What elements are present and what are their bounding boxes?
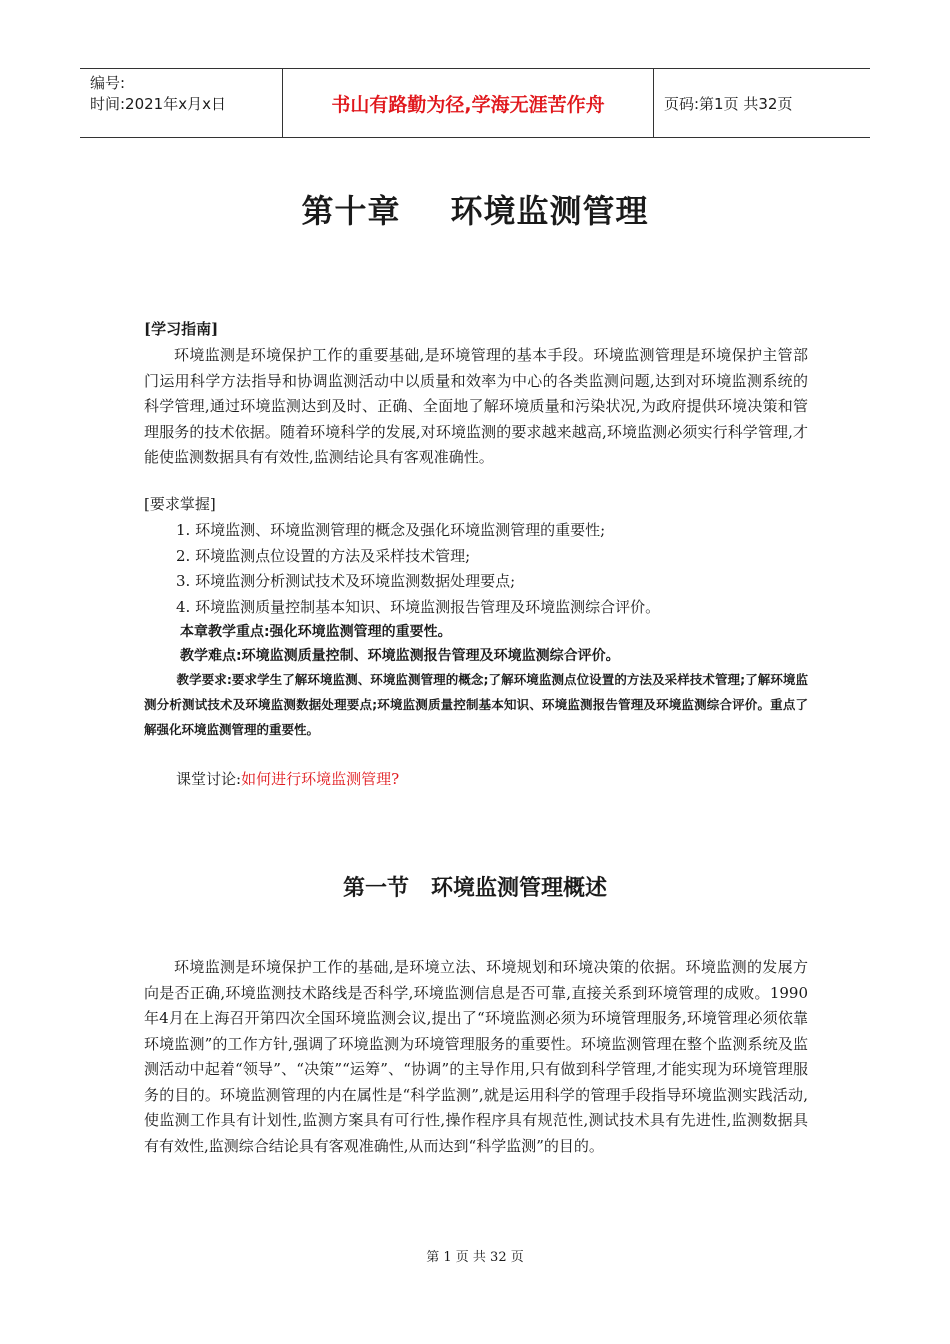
page-footer: 第 1 页 共 32 页 [426, 1250, 524, 1265]
chapter-number: 第十章 [301, 192, 401, 230]
teaching-requirement-text: 要求学生了解环境监测、环境监测管理的概念;了解环境监测点位设置的方法及采样技术管理;了解环境监测分析测试技术及环境监测数据处理要点;环境监测质量控制基本知识、环境监测报告管理及环境监测综合评价。重点了解强化环境监测管理的重要性。 [144, 672, 809, 737]
date-label: 时间:2021年x月x日 [90, 95, 226, 113]
section-paragraph: 环境监测是环境保护工作的基础,是环境立法、环境规划和环境决策的依据。环境监测的发展方向是否正确,环境监测技术路线是否科学,环境监测信息是否可靠,直接关系到环境管理的成败。1990年4月在上海召开第四次全国环境监测会议,提出了“环境监测必须为环境管理服务,环境管理必须依靠环境监测”的工作方针,强调了环境监测为环境管理服务的重要性。环境监测管理在整个监测系统及监测活动中起着“领导”、“决策”“运筹”、“协调”的主导作用,只有做到科学管理,才能实现为环境管理服务的目的。环境监测管理的内在属性是“科学监测”,就是运用科学的管理手段指导环境监测实践活动,使监测工作具有计划性,监测方案具有可行性,操作程序具有规范性,测试技术具有先进性,监测数据具有有效性,监测综合结论具有客观准确性,从而达到“科学监测”的目的。 [144, 958, 808, 1155]
chapter-name: 环境监测管理 [450, 192, 649, 230]
number-label: 编号: [90, 74, 126, 92]
list-item: 4. 环境监测质量控制基本知识、环境监测报告管理及环境监测综合评价。 [176, 597, 661, 616]
section-title [0, 871, 950, 902]
teaching-focus: 本章教学重点:强化环境监测管理的重要性。 [180, 624, 452, 640]
list-item: 2. 环境监测点位设置的方法及采样技术管理; [176, 546, 471, 565]
discussion-question: 如何进行环境监测管理? [241, 770, 400, 788]
class-discussion [176, 768, 399, 789]
guide-paragraph: 环境监测是环境保护工作的重要基础,是环境管理的基本手段。环境监测管理是环境保护主管部门运用科学方法指导和协调监测活动中以质量和效率为中心的各类监测问题,达到对环境监测系统的科学管理,通过环境监测达到及时、正确、全面地了解环境质量和污染状况,为政府提供环境决策和管理服务的技术依据。随着环境科学的发展,对环境监测的要求越来越高,环境监测必须实行科学管理,才能使监测数据具有有效性,监测结论具有客观准确性。 [144, 346, 808, 466]
requirements-heading: [要求掌握] [144, 495, 216, 513]
chapter-title [0, 186, 950, 232]
teaching-requirement [144, 667, 808, 742]
teaching-requirement-label: 教学要求: [176, 672, 232, 687]
motto: 书山有路勤为径,学海无涯苦作舟 [282, 69, 654, 137]
list-item: 1. 环境监测、环境监测管理的概念及强化环境监测管理的重要性; [176, 521, 606, 539]
section-number: 第一节 [342, 876, 409, 901]
guide-body [144, 343, 808, 471]
discussion-label: 课堂讨论: [176, 770, 242, 788]
section-body [144, 955, 808, 1159]
teaching-difficulty: 教学难点:环境监测质量控制、环境监测报告管理及环境监测综合评价。 [180, 648, 620, 664]
guide-heading: [学习指南] [144, 320, 219, 338]
page-info: 页码:第1页 共32页 [664, 94, 793, 113]
document-header-table [80, 68, 870, 138]
requirements-list [176, 518, 660, 620]
section-name: 环境监测管理概述 [431, 876, 608, 901]
header-meta-cell [80, 69, 282, 137]
list-item: 3. 环境监测分析测试技术及环境监测数据处理要点; [176, 572, 516, 590]
